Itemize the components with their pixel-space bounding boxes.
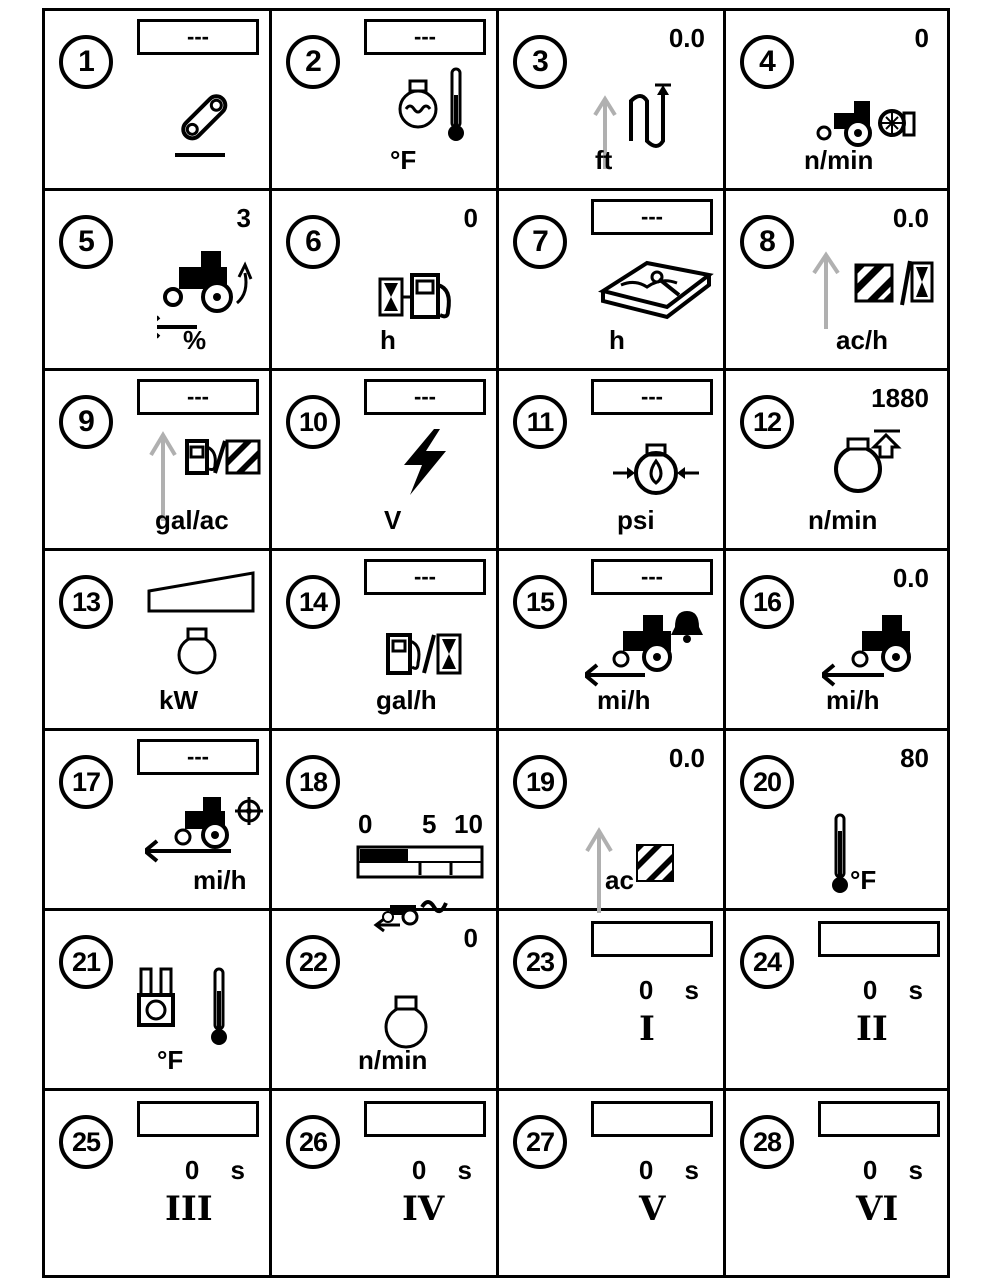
cell-number: 21 [59,935,113,989]
unit-label: gal/h [376,685,437,715]
timer-seconds: 0 s [862,975,935,1005]
unit-label: psi [617,505,655,535]
grid-row [45,911,947,1091]
cell-number: 28 [740,1115,794,1169]
timer-input-box[interactable] [818,921,940,957]
cell-number: 10 [286,395,340,449]
display-cell-14[interactable] [272,551,499,728]
cell-number: 2 [286,35,340,89]
cell-number: 14 [286,575,340,629]
cell-number: 26 [286,1115,340,1169]
unit-label: h [380,325,396,355]
display-cell-20[interactable] [726,731,947,908]
timer-seconds: 0 s [862,1155,935,1185]
fuel-per-hour-icon [384,629,474,684]
display-cell-8[interactable] [726,191,947,368]
tractor-slip-icon [157,241,267,356]
display-cell-13[interactable] [45,551,272,728]
timer-input-box[interactable] [591,1101,713,1137]
display-cell-10[interactable] [272,371,499,548]
cell-number: 8 [740,215,794,269]
grid-row [45,551,947,731]
display-cell-11[interactable] [499,371,726,548]
unit-label: °F [390,145,417,175]
display-cell-22[interactable] [272,911,499,1088]
timer-roman-label: VI [856,1189,899,1229]
cell-number: 27 [513,1115,567,1169]
unit-label: mi/h [826,685,880,715]
cell-number: 4 [740,35,794,89]
cell-number: 1 [59,35,113,89]
unit-label: gal/ac [155,505,229,535]
display-cell-27[interactable] [499,1091,726,1275]
setting-value-box[interactable]: --- [364,379,486,415]
readout-value: 0.0 [668,23,705,53]
engine-power-icon [145,571,265,686]
unit-label: kW [159,685,198,715]
readout-value: 1880 [871,383,929,413]
unit-label: ft [595,145,613,175]
timer-input-box[interactable] [591,921,713,957]
service-book-icon [597,255,717,330]
grid-row [45,11,947,191]
grid-row [45,1091,947,1275]
setting-value-box[interactable]: --- [591,559,713,595]
setting-value-box[interactable]: --- [137,379,259,415]
cell-number: 3 [513,35,567,89]
unit-label: °F [850,865,877,895]
timer-roman-label: IV [402,1189,445,1229]
gauge-scale-label: 5 [422,809,437,839]
display-cell-16[interactable] [726,551,947,728]
display-cell-28[interactable] [726,1091,947,1275]
cell-number: 24 [740,935,794,989]
display-cell-15[interactable] [499,551,726,728]
display-grid [42,8,950,1278]
readout-value: 0 [463,203,478,233]
unit-label: °F [157,1045,184,1075]
display-cell-2[interactable] [272,11,499,188]
timer-roman-label: III [165,1189,213,1229]
setting-value-box[interactable]: --- [591,379,713,415]
unit-label: n/min [804,145,874,175]
timer-roman-label: II [856,1009,888,1049]
engine-coolant-temp-icon [390,65,480,150]
display-cell-21[interactable] [45,911,272,1088]
display-cell-1[interactable] [45,11,272,188]
cell-number: 16 [740,575,794,629]
cell-number: 7 [513,215,567,269]
lever-icon [165,83,245,168]
cell-number: 5 [59,215,113,269]
gauge-scale-label: 10 [454,809,483,839]
tractor-target-speed-icon [145,785,275,870]
readout-value: 0.0 [892,563,929,593]
cell-number: 23 [513,935,567,989]
cell-number: 17 [59,755,113,809]
timer-input-box[interactable] [818,1101,940,1137]
cell-number: 13 [59,575,113,629]
cell-number: 12 [740,395,794,449]
unit-label: mi/h [597,685,651,715]
unit-label: ac [605,865,634,895]
unit-label: mi/h [193,865,247,895]
display-cell-7[interactable] [499,191,726,368]
display-cell-3[interactable] [499,11,726,188]
display-cell-18[interactable] [272,731,499,908]
cell-number: 20 [740,755,794,809]
display-cell-9[interactable] [45,371,272,548]
unit-label: ac/h [836,325,889,355]
readout-value: 3 [236,203,251,233]
lightning-icon [394,427,454,502]
unit-label: n/min [358,1045,428,1075]
display-cell-25[interactable] [45,1091,272,1275]
readout-value: 0.0 [892,203,929,233]
timer-roman-label: V [639,1189,666,1229]
setting-value-box[interactable]: --- [364,559,486,595]
display-cell-23[interactable] [499,911,726,1088]
cell-number: 6 [286,215,340,269]
cell-number: 9 [59,395,113,449]
display-cell-17[interactable] [45,731,272,908]
timer-seconds: 0 s [638,1155,711,1185]
transmission-temp-icon [137,965,237,1060]
timer-roman-label: I [639,1009,655,1049]
cell-number: 25 [59,1115,113,1169]
engine-speed-target-icon [830,427,910,502]
area-per-hour-icon [806,241,936,336]
cell-number: 15 [513,575,567,629]
timer-input-box[interactable] [364,1101,486,1137]
setting-value-box[interactable]: --- [137,19,259,55]
unit-label: h [609,325,625,355]
unit-label: % [183,325,207,355]
timer-seconds: 0 s [638,975,711,1005]
tractor-bell-speed-icon [585,607,705,692]
display-cell-4[interactable] [726,11,947,188]
display-cell-19[interactable] [499,731,726,908]
setting-value-box[interactable]: --- [137,739,259,775]
display-cell-26[interactable] [272,1091,499,1275]
unit-label: n/min [808,505,878,535]
grid-row [45,731,947,911]
setting-value-box[interactable]: --- [591,199,713,235]
timer-input-box[interactable] [137,1101,259,1137]
cell-number: 19 [513,755,567,809]
setting-value-box[interactable]: --- [364,19,486,55]
timer-seconds: 0 s [411,1155,484,1185]
display-cell-5[interactable] [45,191,272,368]
oil-pressure-icon [611,443,701,508]
cell-number: 18 [286,755,340,809]
grid-row [45,371,947,551]
tractor-speed-icon [822,607,932,692]
cell-number: 11 [513,395,567,449]
readout-value: 0.0 [668,743,705,773]
display-cell-24[interactable] [726,911,947,1088]
readout-value: 80 [900,743,929,773]
cell-number: 22 [286,935,340,989]
grid-row [45,191,947,371]
gauge-scale-label: 0 [358,809,373,839]
unit-label: V [384,505,402,535]
readout-value: 0 [463,923,478,953]
readout-value: 0 [914,23,929,53]
display-cell-6[interactable] [272,191,499,368]
timer-seconds: 0 s [184,1155,257,1185]
display-cell-12[interactable] [726,371,947,548]
